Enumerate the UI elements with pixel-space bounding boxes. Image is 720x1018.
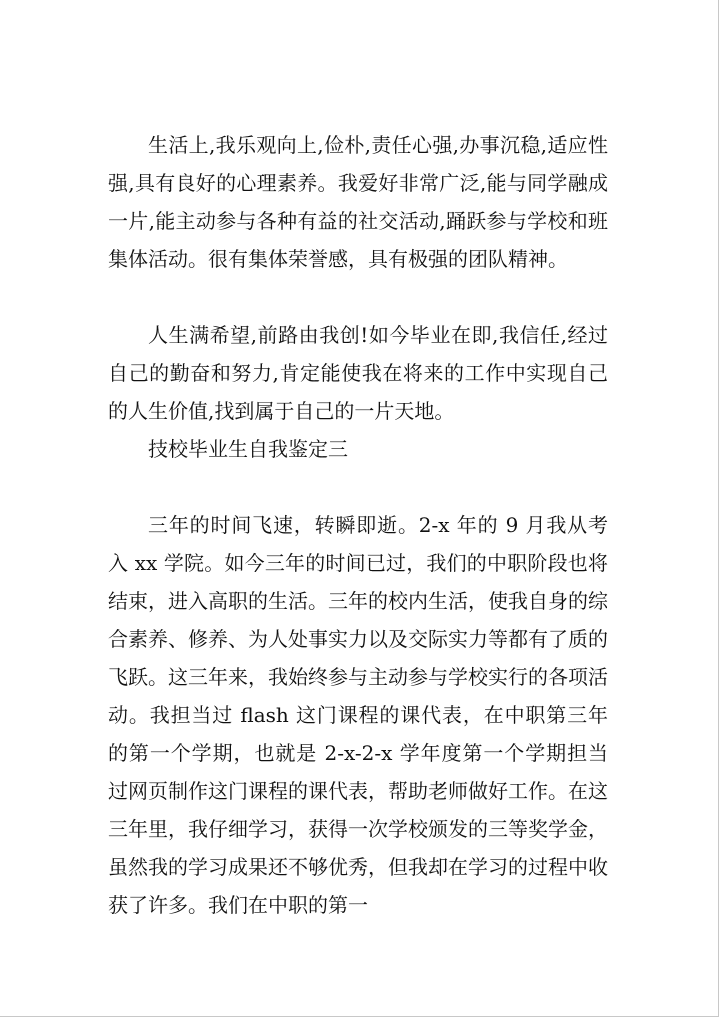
paragraph-three-years: 三年的时间飞速，转瞬即逝。2-x 年的 9 月我从考入 xx 学院。如今三年的时间已过，我们的中职阶段也将结束，进入高职的生活。三年的校内生活，使我自身的综合素养、修养、为人处事实力以及交际实力等都有了质的飞跃。这三年来，我始终参与主动参与学校实行的各项活动。我担当过 flash 这门课程的课代表，在中职第三年的第一个学期，也就是 2-x-2-x 学年度第一个学期担当过网页制作这门课程的课代表，帮助老师做好工作。在这三年里，我仔细学习，获得一次学校颁发的三等奖学金，虽然我的学习成果还不够优秀，但我却在学习的过程中收获了许多。我们在中职的第一 [108,513,608,917]
section-heading: 技校毕业生自我鉴定三 [148,437,348,461]
paragraph-future-hope: 人生满希望,前路由我创!如今毕业在即,我信任,经过自己的勤奋和努力,肯定能使我在将来的工作中实现自己的人生价值,找到属于自己的一片天地。 [108,323,608,423]
document-body [108,126,608,924]
paragraph-life-attitude: 生活上,我乐观向上,俭朴,责任心强,办事沉稳,适应性强,具有良好的心理素养。我爱好非常广泛,能与同学融成一片,能主动参与各种有益的社交活动,踊跃参与学校和班集体活动。很有集体荣誉感，具有极强的团队精神。 [108,133,608,271]
